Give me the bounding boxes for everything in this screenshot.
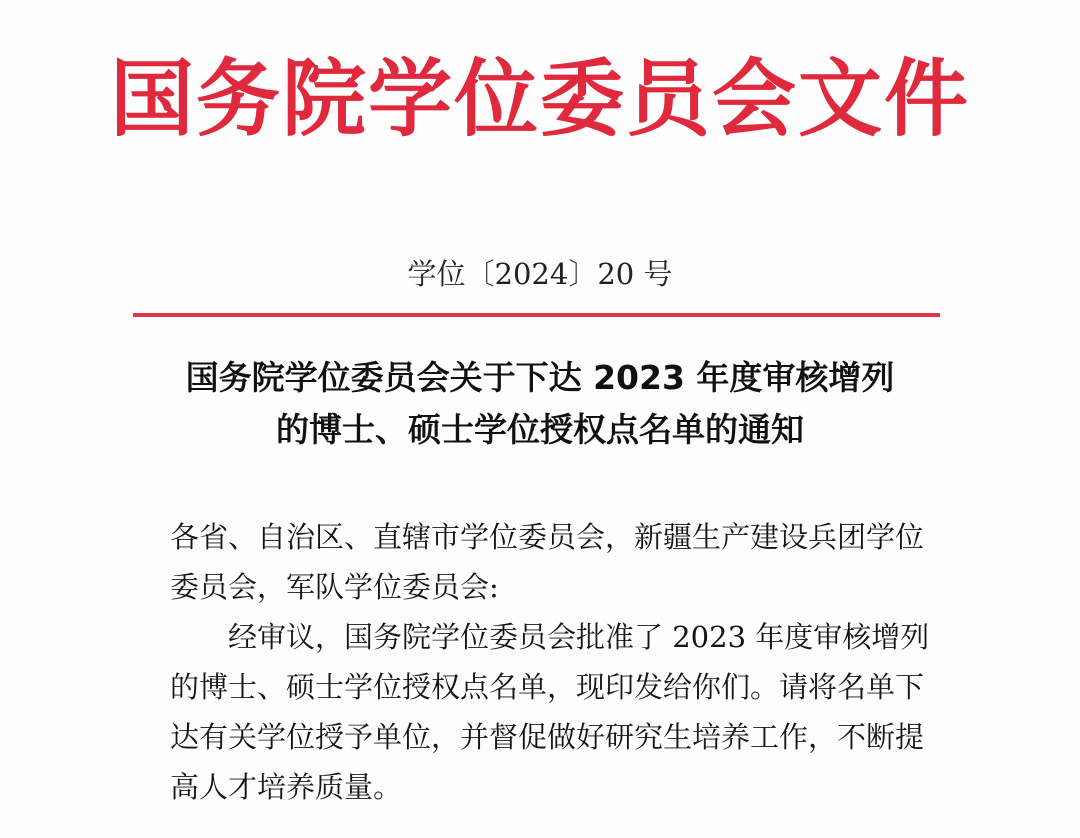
body-paragraph-line-2: 的博士、硕士学位授权点名单，现印发给你们。请将名单下: [170, 670, 925, 704]
notice-title-line-2: 的博士、硕士学位授权点名单的通知: [276, 410, 804, 449]
document-number: 学位〔2024〕20 号: [407, 257, 673, 291]
notice-body: [170, 512, 930, 812]
body-paragraph-line-4: 高人才培养质量。: [170, 770, 403, 804]
notice-title-line-1: 国务院学位委员会关于下达 2023 年度审核增列: [185, 358, 895, 397]
notice-title: [0, 352, 1080, 456]
addressee-line-2: 委员会，军队学位委员会:: [170, 570, 499, 604]
red-divider-line: [133, 313, 940, 317]
document-masthead: 国务院学位委员会文件: [109, 49, 970, 148]
addressee-line-1: 各省、自治区、直辖市学位委员会，新疆生产建设兵团学位: [170, 520, 925, 554]
body-paragraph-line-1: 经审议，国务院学位委员会批准了 2023 年度审核增列: [228, 620, 930, 654]
body-paragraph-line-3: 达有关学位授予单位，并督促做好研究生培养工作，不断提: [170, 720, 925, 754]
